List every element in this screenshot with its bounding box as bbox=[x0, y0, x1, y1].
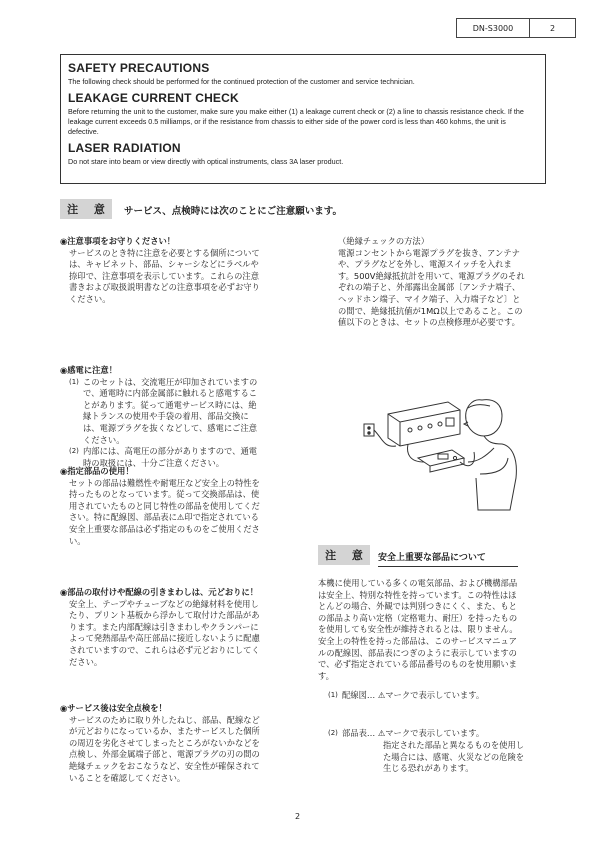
notice-underline bbox=[378, 566, 518, 567]
numbered-item: (2) 内部には、高電圧の部分がありますので、通電 時の取扱には、十分ご注意ください。 bbox=[69, 446, 258, 468]
numbered-item: (1) このセットは、交流電圧が印加されていますの で、通電時に内部金属部に触れると感電するこ とがあります。従って通電サービス時には、絶 縁トランスの使用や手袋の着用、部品交換に は、電源プラグを抜くなどして、感電にご注意 ください。 bbox=[69, 376, 258, 445]
device-body bbox=[388, 402, 460, 446]
check-title: （絶縁チェックの方法） bbox=[338, 236, 430, 246]
parts-item-list-detail: 指定された部品と異なるものを使用し た場合には、感電、火災などの危険を 生じる恐れがあります。 bbox=[383, 740, 525, 774]
insulation-check bbox=[338, 236, 558, 329]
section-body bbox=[60, 377, 305, 470]
header-box bbox=[456, 18, 576, 38]
section-body: サービスのために取り外したねじ、部品、配線など が元どおりになっているか、またサービスした個所 の周辺を劣化させてしまったところがないかなどを 点検し、外部金属端子部と、電源プラグの刃の間の 絶縁チェックをおこなうなど、安全性が確保されて いることを確認してください。 bbox=[69, 714, 260, 783]
section-body: サービスのとき特に注意を必要とする個所について は、キャビネット、部品、シャーシなどにラベルや 捺印で、注意事項を表示しています。これらの注意 書きおよび取扱説明書などの注意事項を必ずお守り ください。 bbox=[69, 247, 260, 304]
section-title: ◉サービス後は安全点検を！ bbox=[60, 703, 167, 713]
left-column-parts bbox=[60, 466, 305, 547]
technician-body bbox=[476, 436, 516, 510]
section-title: ◉指定部品の使用！ bbox=[60, 466, 134, 476]
leakage-heading: LEAKAGE CURRENT CHECK bbox=[68, 91, 239, 105]
left-column-electric bbox=[60, 365, 305, 469]
section-title: ◉部品の取付けや配線の引きまわしは、元どおりに！ bbox=[60, 587, 259, 597]
header-page-number: 2 bbox=[549, 23, 556, 33]
technician-illustration bbox=[360, 378, 530, 528]
safety-precautions-heading: SAFETY PRECAUTIONS bbox=[68, 61, 210, 75]
notice-heading: サービス、点検時には次のことにご注意願います。 bbox=[124, 206, 343, 217]
section-body: 安全上、テープやチューブなどの絶縁材料を使用し たり、プリント基板から浮かして取付けた部品があ ります。また内部配線は引きまわしやクランパーに よって発熱部品や高圧部品に接近しないように配慮 されていますので、これらは必ず元どおりにしてく ださい。 bbox=[69, 598, 260, 667]
notice-label-2: 注 意 bbox=[318, 545, 370, 565]
safety-box bbox=[60, 54, 546, 184]
model-number: DN-S3000 bbox=[457, 19, 530, 37]
power-cord bbox=[374, 430, 396, 446]
left-column-mounting bbox=[60, 587, 305, 668]
check-body: 電源コンセントから電源プラグを抜き、アンテナ や、プラグなどを外し、電源スイッチを入れま す。500V絶縁抵抗計を用いて、電源プラグのそれ ぞれの端子と、外部露出金属部〔アンテナ端子、 ヘッドホン端子、マイク端子、入力端子など〕と の間で、絶縁抵抗値が1MΩ以上であること。この 値以下のときは、セットの点検修理が必要です。 bbox=[338, 247, 525, 328]
left-column-inspection bbox=[60, 703, 305, 784]
tester bbox=[418, 450, 464, 466]
notice-label: 注 意 bbox=[60, 199, 112, 219]
critical-parts bbox=[318, 578, 558, 682]
section-title: ◉注意事項をお守りください！ bbox=[60, 236, 176, 246]
leakage-text: Before returning the unit to the customer, make sure you make either (1) a leakage current check or (2) a line to chassis resistance check. If the leakage current exceeds 0.5 milliamps, or if the resistance from chassis to either side of the power cord is less than 460 kohms, the unit is defective. bbox=[68, 107, 524, 136]
laser-text: Do not stare into beam or view directly with optical instruments, class 3A laser product. bbox=[68, 157, 344, 166]
notice-heading-2: 安全上重要な部品について bbox=[378, 553, 486, 563]
laser-heading: LASER RADIATION bbox=[68, 141, 181, 155]
safety-precautions-text: The following check should be performed for the continued protection of the customer and service technician. bbox=[68, 77, 415, 86]
section-title: ◉感電に注意！ bbox=[60, 365, 118, 375]
parts-body: 本機に使用している多くの電気部品、および機構部品 は安全上、特別な特性を持っています。この特性はほ とんどの場合、外観では判別つきにくく、また、もと の部品より高い定格（定格電力、耐圧）を持ったもの を使用しても安全性が維持されるとは、限りません。 安全上の特性を持った部品は、このサービスマニュア ルの配線図、部品表につぎのように表示していますの で、必ず指定されている部品番号のものを使用願いま す。 bbox=[318, 578, 518, 681]
parts-item-list: (2) 部品表… ⚠マークで表示しています。 bbox=[328, 728, 485, 738]
parts-item-wiring: (1) 配線図… ⚠マークで表示しています。 bbox=[328, 690, 485, 700]
section-body: セットの部品は難燃性や耐電圧など安全上の特性を 持ったものとなっています。従って交換部品は、使 用されていたものと同じ特性の部品を使用してくだ さい。特に配線図、部品表に⚠印で指定されている 安全上重要な部品は必ず指定のものをご使用くださ い。 bbox=[69, 477, 260, 546]
left-column bbox=[60, 236, 305, 306]
page-number: 2 bbox=[294, 812, 301, 821]
